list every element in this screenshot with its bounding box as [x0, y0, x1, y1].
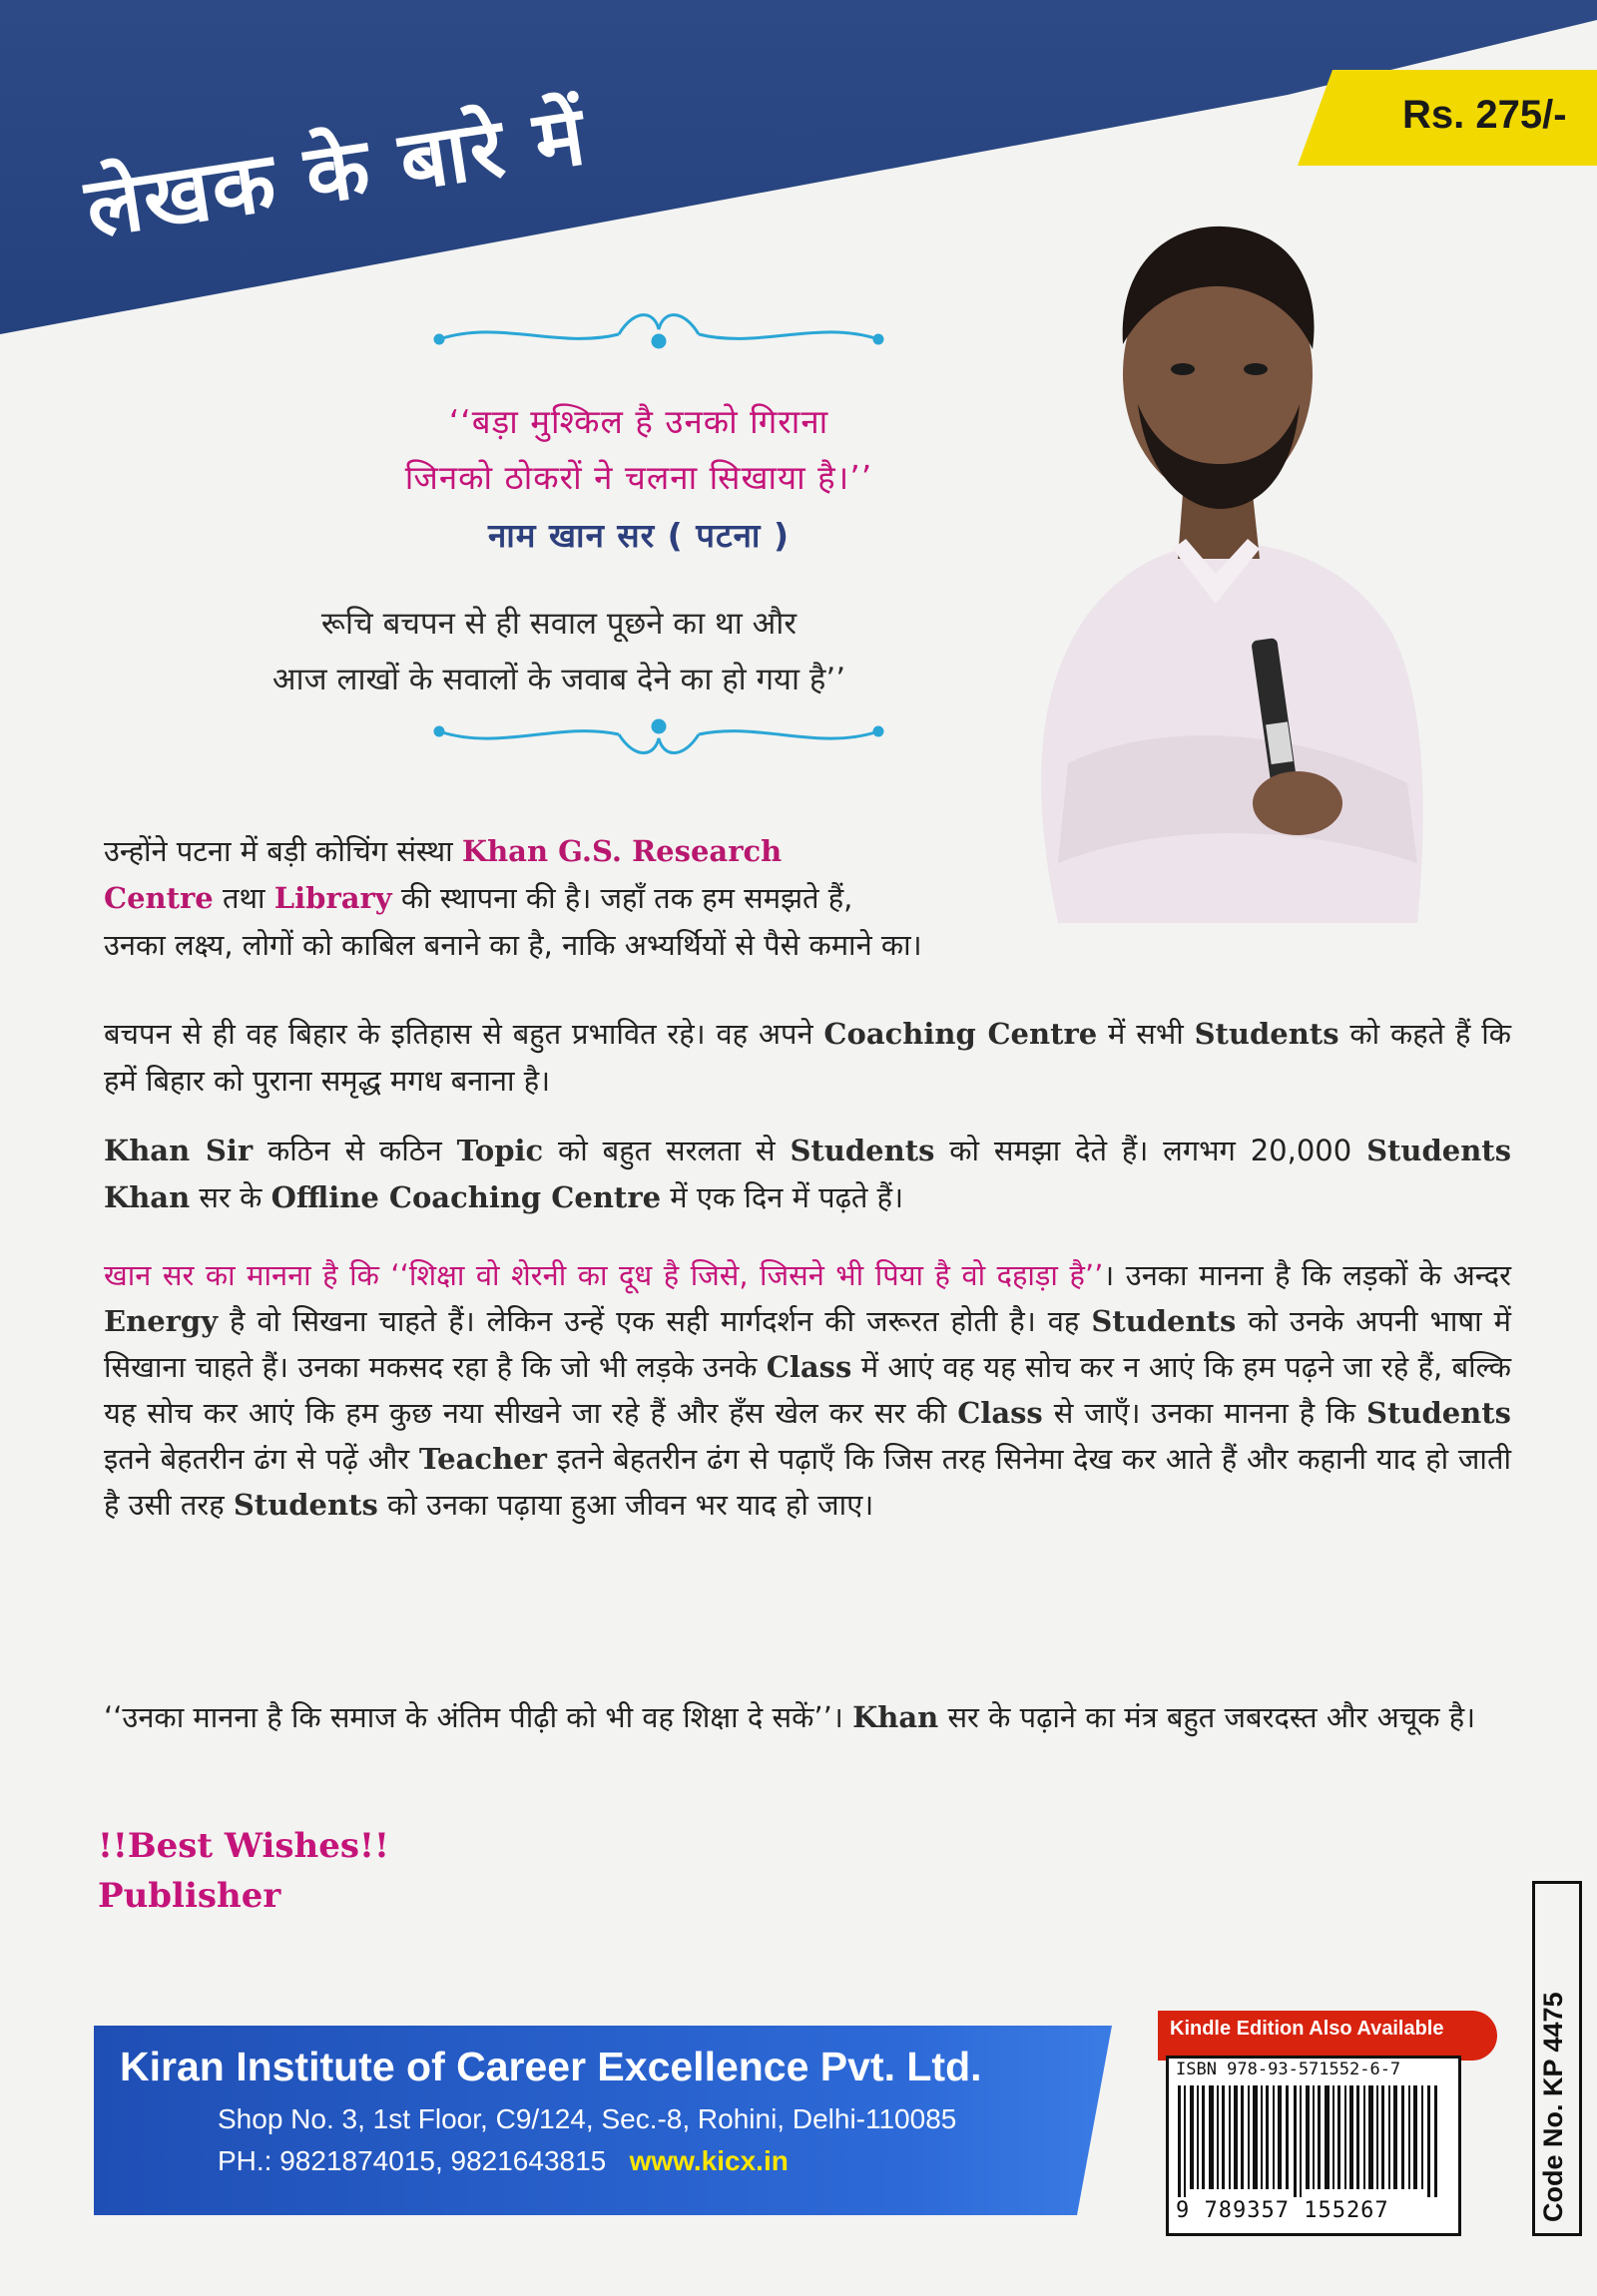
p5-khan: Khan — [852, 1700, 939, 1734]
code-number: Code No. KP 4475 — [1538, 1992, 1568, 2222]
quote-line-1: ‘‘बड़ा मुश्किल है उनको गिराना — [448, 402, 829, 441]
p4-energy: Energy — [104, 1304, 219, 1338]
p3-students-khan: Students Khan — [104, 1134, 1512, 1214]
publisher-label: Publisher — [98, 1876, 281, 1916]
ornament-bottom-icon — [419, 706, 898, 766]
p3-topic: Topic — [456, 1134, 544, 1167]
paragraph-3 — [104, 1128, 1511, 1221]
paragraph-1 — [104, 828, 1002, 969]
p3-text-b: कठिन से कठिन — [253, 1134, 457, 1167]
p4-text-d: है वो सिखना चाहते हैं। लेकिन उन्हें एक सही मार्गदर्शन की जरूरत होती है। वह — [218, 1304, 1092, 1338]
publisher-contact — [218, 2145, 789, 2177]
quote-author: नाम खान सर ( पटना ) — [487, 516, 791, 555]
p4-students-2: Students — [1366, 1396, 1511, 1430]
p2-students: Students — [1194, 1017, 1339, 1051]
p4-class: Class — [766, 1350, 852, 1384]
p3-students: Students — [790, 1134, 935, 1167]
p2-text-c: में सभी — [1097, 1017, 1195, 1051]
best-wishes: !!Best Wishes!! — [98, 1826, 389, 1866]
p3-text-d: को बहुत सरलता से — [543, 1134, 791, 1167]
intro-line-1: रूचि बचपन से ही सवाल पूछने का था और — [320, 606, 798, 642]
paragraph-4 — [104, 1252, 1511, 1528]
p2-text-a: बचपन से ही वह बिहार के इतिहास से बहुत प्रभावित रहे। वह अपने — [104, 1017, 824, 1051]
p3-khan-sir: Khan Sir — [104, 1134, 254, 1167]
p2-text-e: को कहते हैं कि हमें बिहार को पुराना समृद्ध मगध बनाना है। — [104, 1017, 1512, 1098]
intro-line-2: आज लाखों के सवालों के जवाब देने का हो गया है’’ — [271, 662, 846, 697]
p1-text-g: उनका लक्ष्य, लोगों को काबिल बनाने का है, नाकि अभ्यर्थियों से पैसे कमाने का। — [104, 928, 922, 962]
p5-text-c: सर के पढ़ाने का मंत्र बहुत जबरदस्त और अचूक है। — [938, 1700, 1476, 1734]
p1-library: Library — [273, 881, 392, 915]
p4-text-l: इतने बेहतरीन ढंग से पढ़ें और — [104, 1442, 419, 1476]
paragraph-2 — [104, 1011, 1511, 1105]
p4-text-b: । उनका मानना है कि लड़कों के अन्दर — [1103, 1258, 1512, 1292]
p4-class-2: Class — [957, 1396, 1043, 1430]
publisher-address: Shop No. 3, 1st Floor, C9/124, Sec.-8, Rohini, Delhi-110085 — [218, 2103, 957, 2134]
publisher-company: Kiran Institute of Career Excellence Pvt. Ltd. — [120, 2044, 982, 2089]
intro-block — [130, 596, 988, 707]
p4-text-f: को उनके अपनी भाषा में सिखाना चाहते हैं। उनका मकसद रहा है कि जो भी लड़के उनके — [104, 1304, 1511, 1384]
p1-khan-gs-research: Khan G.S. Research — [461, 834, 783, 868]
barcode-icon — [1178, 2085, 1443, 2197]
quote-block — [279, 394, 998, 566]
p3-text-i: सर के — [190, 1180, 271, 1214]
paragraph-5 — [104, 1694, 1511, 1741]
p4-text-n: इतने बेहतरीन ढंग से पढ़ाएँ कि जिस तरह सिनेमा देख कर आते हैं और कहानी याद हो जाती है उसी तरह — [104, 1442, 1511, 1522]
p5-text-a: ‘‘उनका मानना है कि समाज के अंतिम पीढ़ी को भी वह शिक्षा दे सकें’’। — [104, 1700, 853, 1734]
publisher-phone: PH.: 9821874015, 9821643815 — [218, 2145, 607, 2176]
p1-text-f: की स्थापना की है। जहाँ तक हम समझते हैं, — [391, 881, 853, 915]
p3-text-f: को समझा देते हैं। लगभग — [934, 1134, 1251, 1167]
p1-centre: Centre — [104, 881, 214, 915]
p1-text-d: तथा — [213, 881, 274, 915]
p3-text-k: में एक दिन में पढ़ते हैं। — [661, 1180, 904, 1214]
p4-students-3: Students — [233, 1488, 378, 1522]
p4-quote: खान सर का मानना है कि ‘‘शिक्षा वो शेरनी का दूध है जिसे, जिसने भी पिया है वो दहाड़ा है’’ — [104, 1258, 1104, 1292]
p4-text-p: को उनका पढ़ाया हुआ जीवन भर याद हो जाए। — [377, 1488, 874, 1522]
page-title: लेखक के बारे में — [80, 88, 593, 257]
p4-teacher: Teacher — [418, 1442, 547, 1476]
kindle-label: Kindle Edition Also Available — [1170, 2018, 1444, 2040]
p3-offline-coaching: Offline Coaching Centre — [270, 1180, 662, 1214]
p4-text-h: में आएं वह यह सोच कर न आएं कि हम पढ़ने जा रहे हैं, बल्कि यह सोच कर आएं कि हम कुछ नया सीखने जा रहे हैं और हँस खेल कर सर की — [104, 1350, 1512, 1430]
p3-number: 20,000 — [1250, 1134, 1352, 1167]
price-label: Rs. 275/- — [1402, 93, 1567, 137]
isbn-label: ISBN 978-93-571552-6-7 — [1176, 2060, 1401, 2079]
publisher-website: www.kicx.in — [629, 2145, 789, 2176]
author-photo — [998, 165, 1437, 923]
ornament-top-icon — [419, 299, 898, 359]
p2-coaching-centre: Coaching Centre — [823, 1017, 1098, 1051]
p1-text-a: उन्होंने पटना में बड़ी कोचिंग संस्था — [104, 834, 462, 868]
p4-students: Students — [1091, 1304, 1237, 1338]
barcode-digits: 9 789357 155267 — [1176, 2198, 1389, 2223]
p4-text-j: से जाएँ। उनका मानना है कि — [1042, 1396, 1367, 1430]
quote-line-2: जिनको ठोकरों ने चलना सिखाया है।’’ — [404, 458, 873, 497]
